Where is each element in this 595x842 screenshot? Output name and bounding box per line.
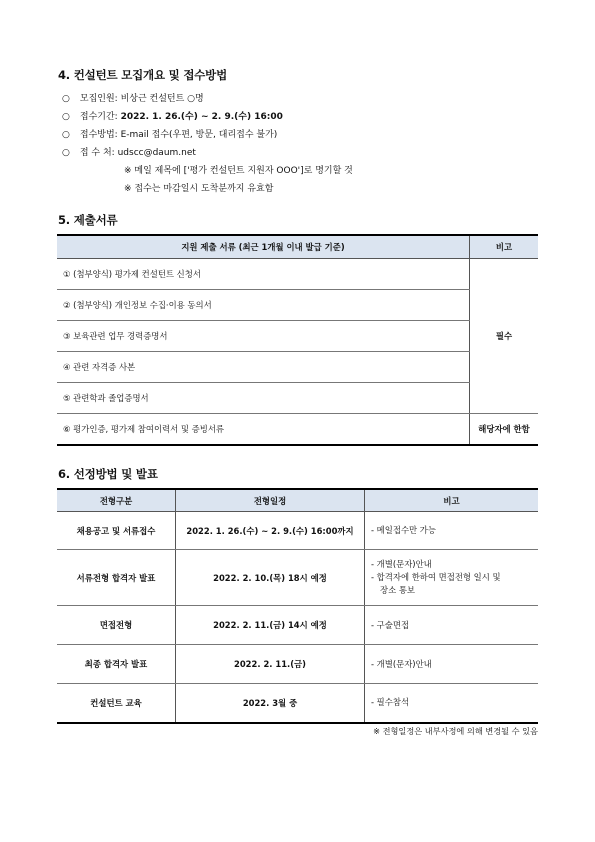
category-cell: 서류전형 합격자 발표 [57, 550, 176, 606]
schedule-cell: 2022. 1. 26.(수) ~ 2. 9.(수) 16:00까지 [176, 512, 365, 550]
remark-line: - 메일접수만 가능 [371, 525, 436, 535]
remarks-cell [365, 645, 539, 684]
address-label: 접 수 처: [79, 148, 115, 158]
section-6-heading: 6. 선정방법 및 발표 [58, 467, 158, 481]
required-note: 필수 [470, 259, 539, 414]
schedule-cell: 2022. 2. 10.(목) 18시 예정 [176, 550, 365, 606]
period-value: 2022. 1. 26.(수) ~ 2. 9.(수) 16:00 [120, 112, 283, 122]
schedule-cell: 2022. 2. 11.(금) 14시 예정 [176, 606, 365, 645]
schedule-cell: 2022. 3월 중 [176, 684, 365, 723]
method-label: 접수방법: [79, 130, 118, 140]
remarks-cell [365, 512, 539, 550]
remarks-header: 비고 [365, 489, 539, 512]
documents-header: 지원 제출 서류 (최근 1개월 이내 발급 기준) [57, 235, 470, 259]
remark-line: 장소 통보 [380, 585, 416, 595]
mail-subject-note: ※ 메일 제목에 ['평가 컨설턴트 지원자 OOO']로 명기할 것 [124, 166, 353, 176]
schedule-table [57, 488, 538, 724]
table-row: ① (첨부양식) 평가제 컨설턴트 신청서 [57, 259, 470, 290]
category-cell: 최종 합격자 발표 [57, 645, 176, 684]
remark-line: - 개별(문자)안내 [371, 559, 432, 569]
section-5-heading: 5. 제출서류 [58, 213, 118, 227]
remarks-cell [365, 684, 539, 723]
category-cell: 컨설턴트 교육 [57, 684, 176, 723]
schedule-cell: 2022. 2. 11.(금) [176, 645, 365, 684]
category-cell: 면접전형 [57, 606, 176, 645]
table-row: ④ 관련 자격증 사본 [57, 352, 470, 383]
period-line [62, 109, 283, 122]
documents-note-header: 비고 [470, 235, 539, 259]
remark-line: - 합격자에 한하여 면접전형 일시 및 [371, 572, 501, 582]
address-line [62, 145, 196, 158]
documents-table [57, 234, 538, 446]
recruit-label: 모집인원: [79, 94, 118, 104]
table-row: ③ 보육관련 업무 경력증명서 [57, 321, 470, 352]
table-row: ② (첨부양식) 개인정보 수집·이용 동의서 [57, 290, 470, 321]
conditional-note: 해당자에 한함 [470, 414, 539, 446]
bullet-circle: ○ [62, 148, 70, 158]
remark-line: - 필수참석 [371, 697, 410, 708]
category-cell: 채용공고 및 서류접수 [57, 512, 176, 550]
bullet-circle: ○ [62, 112, 70, 122]
address-value: udscc@daum.net [117, 148, 196, 158]
remark-line: - 개별(문자)안내 [371, 658, 432, 669]
remarks-cell [365, 550, 539, 606]
method-value: E-mail 접수(우편, 방문, 대리접수 불가) [120, 130, 278, 140]
table-row: ⑤ 관련학과 졸업증명서 [57, 383, 470, 414]
bullet-circle: ○ [62, 94, 70, 104]
section-4-heading: 4. 컨설턴트 모집개요 및 접수방법 [58, 68, 228, 82]
category-header: 전형구분 [57, 489, 176, 512]
deadline-note: ※ 접수는 마감일시 도착분까지 유효함 [124, 184, 274, 194]
remark-line: - 구술면접 [371, 619, 410, 630]
method-line [62, 127, 277, 140]
table-row: ⑥ 평가인증, 평가제 참여이력서 및 증빙서류 [57, 414, 470, 446]
remarks-cell [365, 606, 539, 645]
bullet-circle: ○ [62, 130, 70, 140]
period-label: 접수기간: [79, 112, 118, 122]
recruit-value: 비상근 컨설턴트 ○명 [120, 94, 204, 104]
schedule-header: 전형일정 [176, 489, 365, 512]
schedule-footnote: ※ 전형일정은 내부사정에 의해 변경될 수 있음 [373, 726, 538, 736]
recruit-line [62, 91, 204, 104]
